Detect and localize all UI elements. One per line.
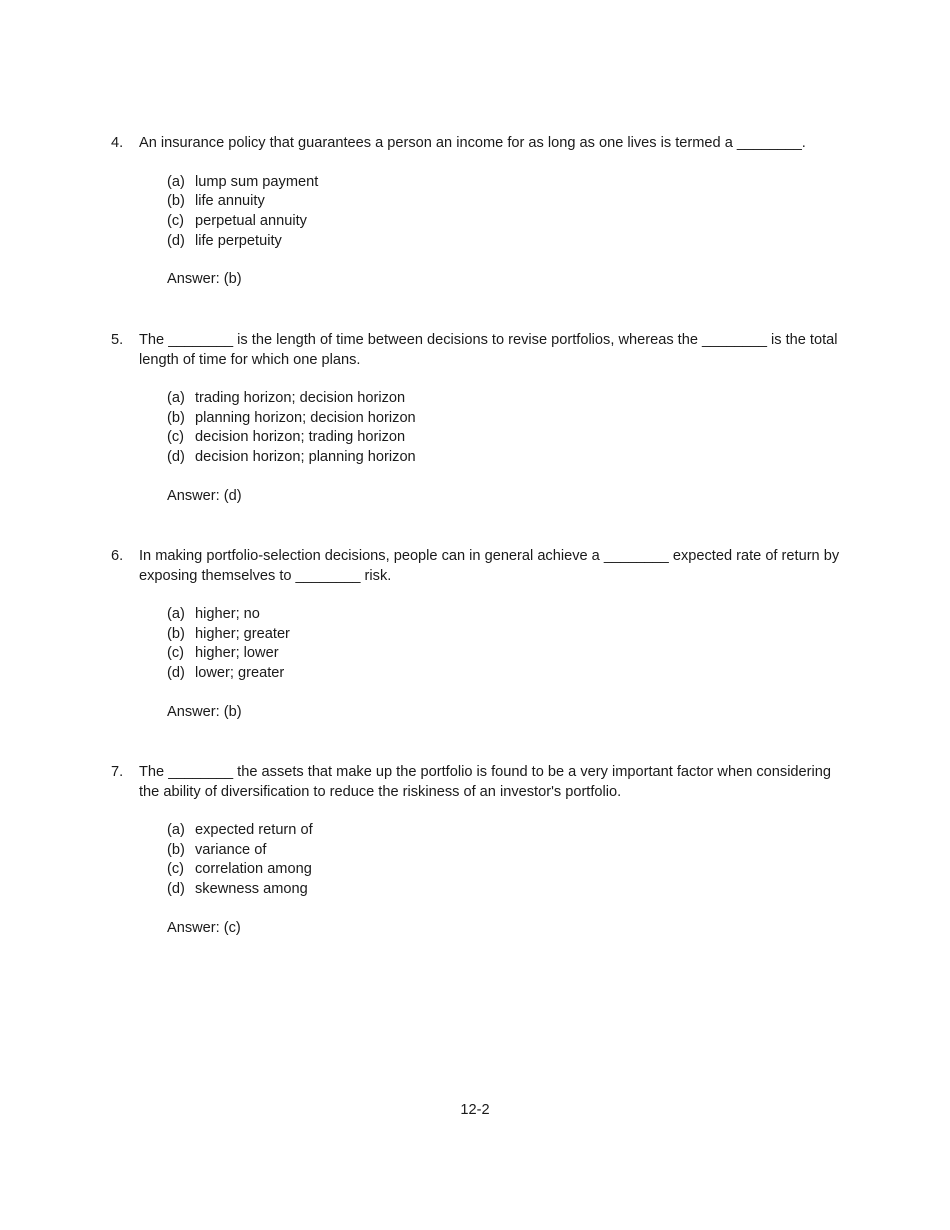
- option-letter: (a): [167, 173, 185, 190]
- option-text: decision horizon; planning horizon: [195, 449, 416, 466]
- question-stem-row: [111, 134, 851, 154]
- question-number: 6.: [111, 548, 124, 564]
- option-b: [167, 409, 851, 429]
- answer-text: Answer: (d): [167, 487, 242, 504]
- question-4: [111, 134, 851, 290]
- options-list: [167, 821, 851, 900]
- option-letter: (c): [167, 645, 185, 662]
- option-letter: (c): [167, 429, 185, 446]
- option-text: skewness among: [195, 881, 308, 898]
- question-stem: In making portfolio-selection decisions, people can in general achieve a ________ expected rate of return by exposing themselves to ________ risk.: [139, 548, 840, 584]
- question-stem-row: [111, 331, 851, 370]
- option-letter: (d): [167, 449, 185, 466]
- question-6: [111, 547, 851, 722]
- option-c: [167, 428, 851, 448]
- option-d: [167, 448, 851, 468]
- option-letter: (c): [167, 212, 185, 229]
- option-letter: (b): [167, 625, 185, 642]
- option-letter: (a): [167, 606, 185, 622]
- option-letter: (d): [167, 232, 185, 249]
- answer-text: Answer: (c): [167, 919, 241, 936]
- option-text: trading horizon; decision horizon: [195, 390, 406, 406]
- option-b: [167, 841, 851, 861]
- answer-text: Answer: (b): [167, 703, 242, 720]
- option-text: variance of: [195, 841, 267, 858]
- option-letter: (b): [167, 409, 185, 426]
- option-text: decision horizon; trading horizon: [195, 429, 406, 446]
- option-a: [167, 173, 851, 193]
- option-a: [167, 821, 851, 841]
- question-stem-row: [111, 763, 851, 802]
- option-text: correlation among: [195, 861, 312, 878]
- page-number: 12-2: [460, 1102, 490, 1118]
- option-text: higher; no: [195, 606, 260, 622]
- option-letter: (a): [167, 390, 185, 406]
- option-text: lump sum payment: [195, 173, 319, 190]
- option-text: expected return of: [195, 822, 313, 838]
- option-text: life perpetuity: [195, 232, 282, 249]
- options-list: [167, 173, 851, 252]
- question-stem: The ________ is the length of time between decisions to revise portfolios, whereas the ________ is the total length of time for which one plans.: [139, 332, 838, 368]
- option-c: [167, 212, 851, 232]
- option-text: perpetual annuity: [195, 212, 307, 229]
- question-number: 7.: [111, 764, 124, 780]
- answer-text: Answer: (b): [167, 271, 242, 288]
- option-letter: (c): [167, 861, 185, 878]
- option-text: higher; greater: [195, 625, 290, 642]
- option-b: [167, 625, 851, 645]
- option-c: [167, 860, 851, 880]
- question-number: 4.: [111, 135, 124, 151]
- option-letter: (b): [167, 841, 185, 858]
- question-stem: An insurance policy that guarantees a person an income for as long as one lives is termed a ________.: [139, 135, 806, 151]
- option-letter: (d): [167, 665, 185, 682]
- option-text: life annuity: [195, 193, 265, 210]
- question-stem-row: [111, 547, 851, 586]
- option-text: planning horizon; decision horizon: [195, 409, 416, 426]
- option-b: [167, 192, 851, 212]
- option-d: [167, 664, 851, 684]
- option-a: [167, 605, 851, 625]
- option-letter: (a): [167, 822, 185, 838]
- option-letter: (d): [167, 881, 185, 898]
- option-text: higher; lower: [195, 645, 279, 662]
- option-c: [167, 644, 851, 664]
- options-list: [167, 605, 851, 684]
- question-7: [111, 763, 851, 938]
- question-stem: The ________ the assets that make up the portfolio is found to be a very important factor when considering the ability of diversification to reduce the riskiness of an investor's portfolio.: [139, 764, 831, 800]
- question-number: 5.: [111, 332, 124, 348]
- question-5: [111, 331, 851, 506]
- option-text: lower; greater: [195, 665, 285, 682]
- option-d: [167, 232, 851, 252]
- options-list: [167, 389, 851, 468]
- option-d: [167, 880, 851, 900]
- option-a: [167, 389, 851, 409]
- option-letter: (b): [167, 193, 185, 210]
